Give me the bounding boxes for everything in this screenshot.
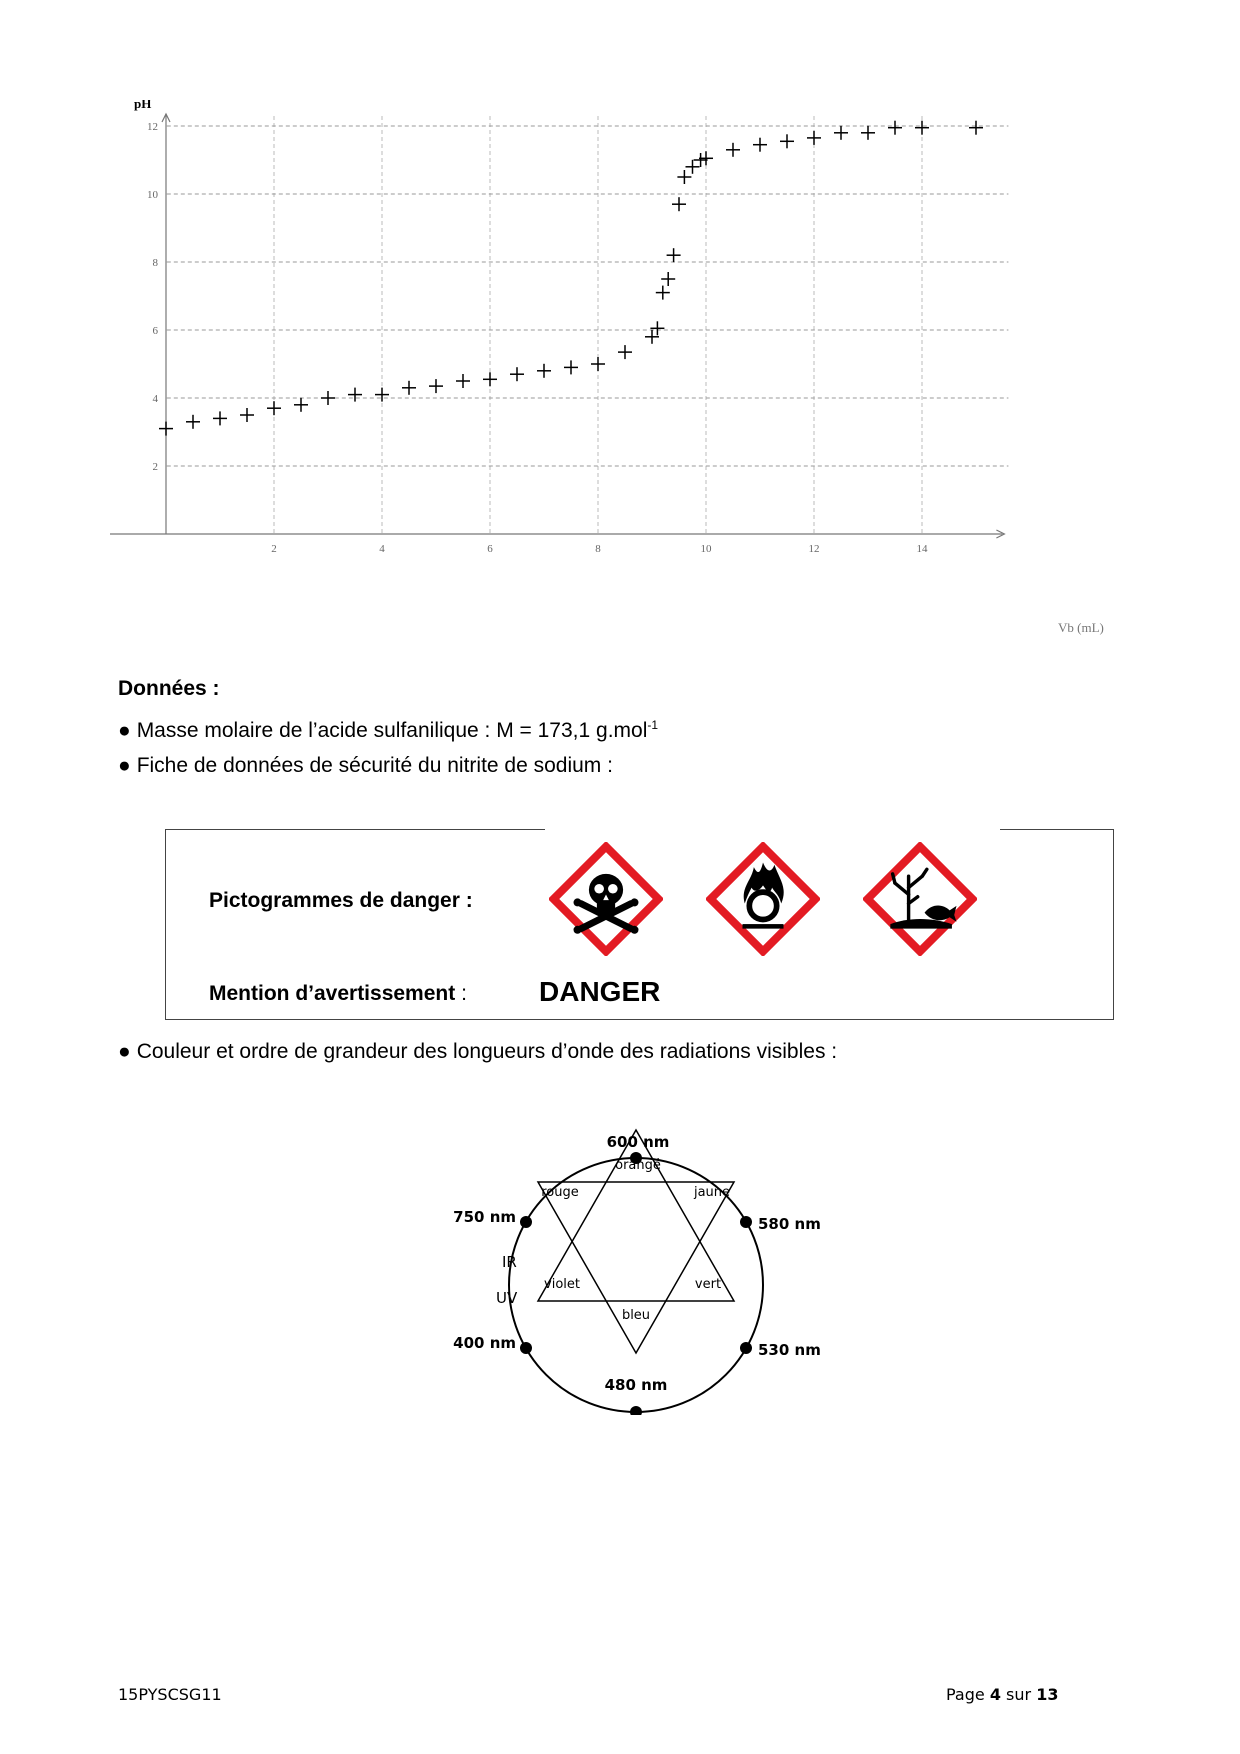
x-tick-label: 14: [916, 543, 928, 555]
data-point: [537, 364, 551, 378]
data-point: [618, 345, 632, 359]
bullet: ●: [118, 754, 131, 777]
safety-sheet-item: [118, 754, 613, 778]
data-point: [240, 408, 254, 422]
color-wheel: [430, 1085, 850, 1415]
data-point: [888, 121, 902, 135]
data-point: [402, 381, 416, 395]
molar-mass-exponent: -1: [647, 718, 659, 732]
dot-480: [630, 1406, 642, 1415]
molar-mass-item: [118, 718, 658, 743]
colors-text: Couleur et ordre de grandeur des longueurs d’onde des radiations visibles :: [136, 1040, 838, 1063]
wavelength-top: 600 nm: [606, 1133, 670, 1151]
x-tick-label: 10: [700, 543, 712, 555]
data-point: [456, 374, 470, 388]
environment-icon: [863, 842, 977, 956]
data-point: [429, 379, 443, 393]
molar-mass-text: Masse molaire de l’acide sulfanilique : M = 173,1 g.mol: [136, 719, 648, 742]
pictogram-label: Pictogrammes de danger :: [209, 889, 473, 912]
dot-530: [740, 1342, 752, 1354]
x-tick-label: 4: [379, 543, 385, 555]
color-orange: orangé: [615, 1158, 661, 1173]
data-point: [213, 411, 227, 425]
y-tick-label: 6: [152, 325, 158, 337]
bullet: ●: [118, 1040, 131, 1063]
chart-grid: [167, 116, 1009, 534]
data-point: [294, 398, 308, 412]
data-point: [510, 367, 524, 381]
data-point: [915, 121, 929, 135]
wavelength-upper-right: 580 nm: [758, 1215, 821, 1233]
safety-sheet-text: Fiche de données de sécurité du nitrite de sodium :: [136, 754, 613, 777]
page-number: 4: [989, 1685, 1001, 1704]
data-point: [348, 388, 362, 402]
ir-label: IR: [502, 1253, 517, 1271]
color-rouge: rouge: [541, 1185, 579, 1200]
y-tick-label: 12: [147, 121, 158, 133]
color-violet: violet: [544, 1277, 580, 1292]
chart-ticks: [147, 121, 928, 555]
data-point: [780, 134, 794, 148]
data-point: [686, 160, 700, 174]
data-point: [807, 131, 821, 145]
footer-code: 15PYSCSG11: [118, 1685, 222, 1704]
donnees-title: Données :: [118, 677, 220, 700]
flame-over-circle-icon: [706, 842, 820, 956]
color-bleu: bleu: [621, 1308, 651, 1323]
x-tick-label: 12: [808, 543, 820, 555]
wavelength-upper-left: 750 nm: [453, 1208, 516, 1226]
colors-item: [118, 1040, 837, 1064]
y-tick-label: 2: [152, 461, 158, 473]
page-total: 13: [1036, 1685, 1059, 1704]
warning-label: Mention d’avertissement: [209, 982, 456, 1005]
dot-400: [520, 1342, 532, 1354]
skull-crossbones-icon: [549, 842, 663, 956]
data-point: [267, 401, 281, 415]
data-point: [661, 272, 675, 286]
data-point: [672, 197, 686, 211]
warning-colon: :: [455, 982, 467, 1005]
footer-page: [946, 1685, 1058, 1704]
color-jaune: jaune: [693, 1185, 731, 1200]
bullet: ●: [118, 719, 131, 742]
data-point: [753, 138, 767, 152]
dot-750: [520, 1216, 532, 1228]
data-point: [564, 360, 578, 374]
data-point: [375, 388, 389, 402]
warning-label-line: [209, 982, 467, 1006]
wavelength-lower-right: 530 nm: [758, 1341, 821, 1359]
y-axis-label: pH: [134, 100, 152, 111]
warning-value: DANGER: [539, 976, 661, 1007]
triangle-down: [538, 1182, 734, 1353]
data-point: [677, 170, 691, 184]
color-vert: vert: [694, 1277, 722, 1292]
page-mid: sur: [1000, 1685, 1037, 1704]
data-point: [483, 372, 497, 386]
data-point: [591, 357, 605, 371]
y-tick-label: 4: [152, 393, 158, 405]
wavelength-bottom: 480 nm: [604, 1376, 668, 1394]
dot-580: [740, 1216, 752, 1228]
data-point: [861, 126, 875, 140]
chart-axes: [110, 114, 1004, 538]
data-point: [321, 391, 335, 405]
data-point: [667, 248, 681, 262]
x-axis-label: Vb (mL): [1058, 620, 1104, 635]
x-tick-label: 2: [271, 543, 277, 555]
y-tick-label: 10: [147, 189, 158, 201]
data-point: [159, 422, 173, 436]
page-prefix: Page: [946, 1685, 990, 1704]
x-tick-label: 8: [595, 543, 601, 555]
data-point: [656, 286, 670, 300]
titration-chart: [110, 100, 1130, 660]
data-point: [969, 121, 983, 135]
chart-points: [159, 121, 983, 436]
safety-data-box: [165, 829, 1114, 1020]
data-point: [186, 415, 200, 429]
wavelength-lower-left: 400 nm: [453, 1334, 516, 1352]
data-point: [726, 143, 740, 157]
y-tick-label: 8: [152, 257, 158, 269]
data-point: [834, 126, 848, 140]
uv-label: UV: [496, 1289, 518, 1307]
x-tick-label: 6: [487, 543, 493, 555]
